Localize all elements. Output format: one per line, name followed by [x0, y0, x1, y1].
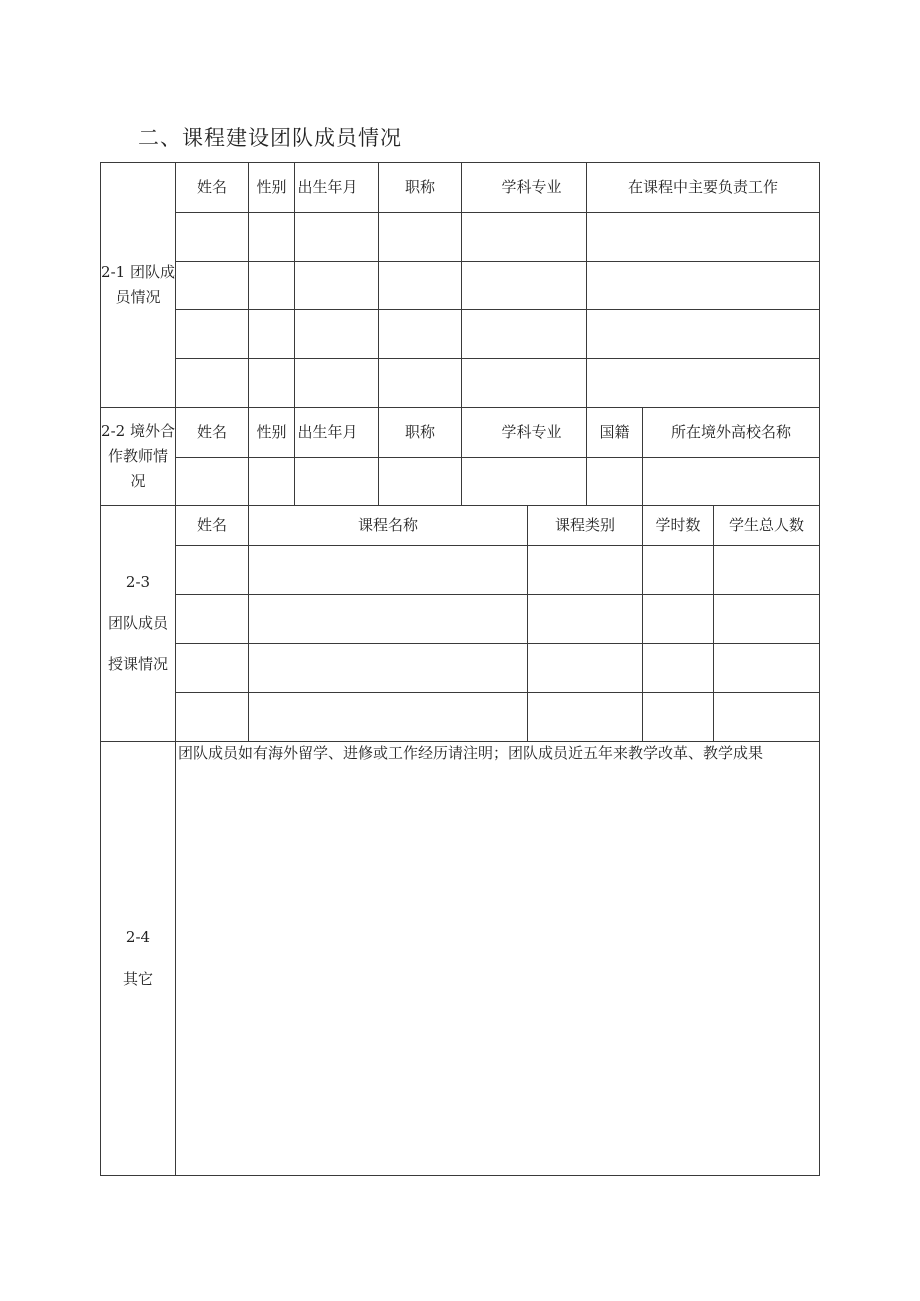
header-cell: 课程名称 [357, 515, 418, 534]
row-line [175, 358, 820, 359]
label-line: 2-4 [125, 928, 151, 947]
header-cell: 国籍 [599, 422, 630, 441]
label-line: 授课情况 [107, 655, 168, 674]
header-cell: 职称 [404, 177, 435, 196]
label-column-line [175, 162, 176, 1176]
label-line: 况 [130, 471, 146, 490]
label-line: 其它 [122, 969, 153, 988]
header-cell: 姓名 [196, 177, 227, 196]
label-line: 员情况 [115, 288, 161, 306]
header-cell: 姓名 [196, 422, 227, 441]
row-line [175, 309, 820, 310]
label-line: 2-1 团队成 [101, 263, 175, 282]
row-line [175, 457, 820, 458]
label-line: 2-3 [125, 572, 151, 591]
other-section-note: 团队成员如有海外留学、进修或工作经历请注明；团队成员近五年来教学改革、教学成果 [178, 744, 764, 762]
section-label-2-1 [101, 163, 175, 407]
header-cell: 课程类别 [554, 515, 615, 534]
header-cell: 姓名 [196, 515, 227, 534]
row-line [175, 212, 820, 213]
row-line [175, 594, 820, 595]
header-cell: 学生总人数 [728, 515, 804, 534]
row-line [175, 545, 820, 546]
section-title: 二、课程建设团队成员情况 [138, 126, 402, 150]
header-cell: 学科专业 [501, 422, 562, 441]
section-label-2-3 [101, 506, 175, 741]
row-line [175, 261, 820, 262]
header-cell: 出生年月 [297, 177, 358, 196]
label-line: 团队成员 [107, 613, 168, 632]
row-line [175, 692, 820, 693]
label-line: 作教师情 [107, 447, 168, 466]
header-cell: 学时数 [655, 515, 701, 534]
section-label-2-2 [101, 408, 175, 505]
section-label-2-4 [101, 742, 175, 1175]
table-border-bottom [100, 1175, 820, 1176]
header-cell: 学科专业 [501, 177, 562, 196]
header-cell: 在课程中主要负责工作 [627, 177, 778, 196]
row-line [175, 643, 820, 644]
header-cell: 所在境外高校名称 [670, 422, 791, 441]
header-cell: 职称 [404, 422, 435, 441]
label-line: 2-2 境外合 [101, 422, 175, 441]
table-border-right [819, 162, 820, 1176]
header-cell: 性别 [256, 177, 287, 196]
header-cell: 性别 [256, 422, 287, 441]
header-cell: 出生年月 [297, 422, 358, 441]
